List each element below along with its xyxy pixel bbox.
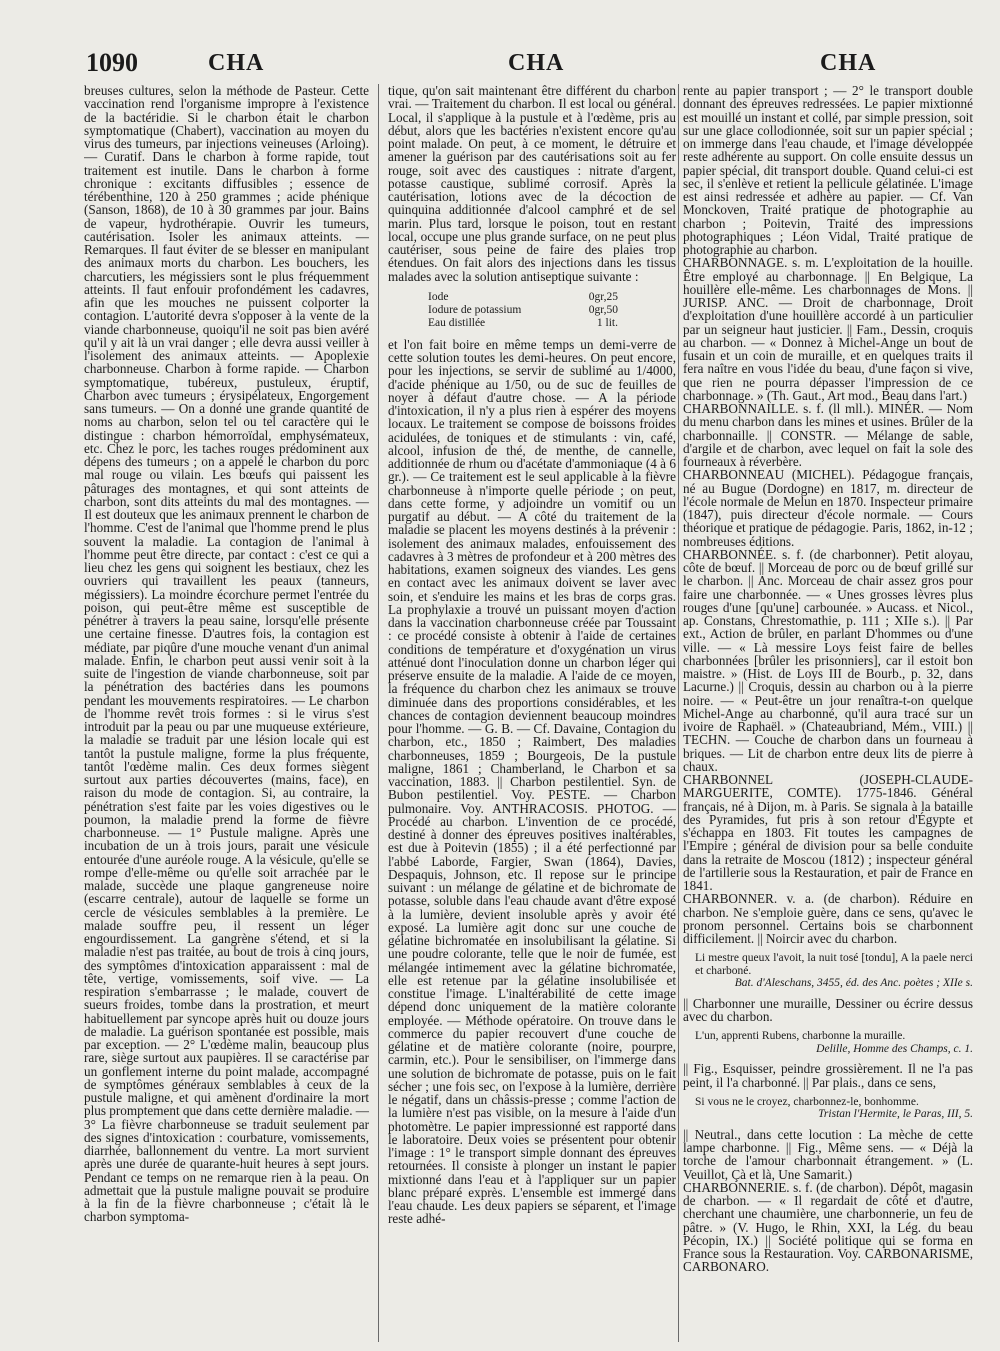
entry-charbonnee: CHARBONNÉE. s. f. (de charbonner). Petit aloyau, côte de bœuf. || Morceau de porc ou de bœuf grillé sur le charbon. || Anc. Morceau de chair assez gros pour faire une charbonnée. — « Unes grosses lèvres plus rouges d'une [qu'une] carbounée. » Aucass. et Nicol., ap. Constans, Chrestomathie, p. 111 ; XIIe s.). || Par ext., Action de brûler, en parlant D'hommes ou d'une ville. — « Là messire Loys feist faire de belles charbonnées [brûler les prisonniers], car il estoit bon maistre. » (Hist. de Loys III de Bourb., p. 32, dans Lacurne.) || Croquis, dessin au charbon ou à la pierre noire. — « Peut-être un jour renaîtra-t-on quelque Michel-Ange au charbonné, qu'il aura tracé sur un ivoire de Raphaël. » (Chateaubriand, Mém., VIII.) || TECHN. — Couche de charbon dans un fourneau à briques. — Lit de charbon entre deux lits de pierre à chaux. xyxy=(683,546,973,774)
column-divider-2 xyxy=(678,84,679,1342)
formula-name: Iode xyxy=(428,290,449,303)
middle-column-text-b: et l'on fait boire en même temps un demi-verre de cette solution toutes les demi-heures. On peut encore, pour les injections, se servir de sublimé au 1/4000, d'acide phénique au 1/50, ou de suc de feuilles de noyer à défaut d'autre chose. — A la période d'intoxication, il n'y a plus rien à espérer des moyens locaux. Le traitement se compose de boissons froides acidulées, de toniques et de stimulants : vin, café, alcool, infusion de thé, de menthe, de cannelle, additionnée de rhum ou d'acétate d'ammoniaque (4 à 6 gr.). — Ce traitement est le seul applicable à la fièvre charbonneuse à n'importe quelle période ; on peut, dans cette forme, y adjoindre un vomitif ou un purgatif au début. — A côté du traitement de la maladie se placent les moyens destinés à la prévenir : isolement des animaux malades, enfouissement des cadavres à 3 mètres de profondeur et à 200 mètres des habitations, examen soigneux des viandes. Les gens en contact avec les animaux doivent se laver avec soin, et s'enduire les mains et les bras de corps gras. La prophylaxie a trouvé un puissant moyen d'action dans la vaccination charbonneuse créée par Toussaint : ce procédé consiste à obtenir à l'aide de certaines conditions de température et d'oxygénation un virus atténué dont l'inoculation donne un charbon léger qui préserve ensuite de la maladie. A l'aide de ce moyen, la fréquence du charbon chez les animaux se trouve diminuée dans des proportions considérables, et les chances de contagion deviennent beaucoup moindres pour l'homme. — G. B. — Cf. Davaine, Contagion du charbon, etc., 1850 ; Raimbert, Des maladies charbonneuses, 1859 ; Bourgeois, De la pustule maligne, 1861 ; Chamberland, le Charbon et sa vaccination, 1883. || Charbon pestilentiel. Syn. de Bubon pestilentiel. Voy. PESTE. — Charbon pulmonaire. Voy. ANTHRACOSIS. PHOTOG. — Procédé au charbon. L'invention de ce procédé, destiné à donner des épreuves positives inaltérables, est due à Poitevin (1855) ; il a été perfectionné par l'abbé Laborde, Fargier, Swan (1864), Davies, Despaquis, Johnson, etc. Il repose sur le principe suivant : un mélange de gélatine et de bichromate de potasse, soluble dans l'eau chaude avant d'être exposé à la lumière, devient insoluble après y avoir été exposé. La lumière agit donc sur une couche de gélatine bichromatée en insolubilisant la gélatine. Si une poudre colorante, telle que le noir de fumée, est mélangée intimement avec la gélatine bichromatée, elle est retenue par la gélatine insolubilisée et constitue l'image. L'inaltérabilité de cette image dépend donc uniquement de la matière colorante employée. — Méthode opératoire. On trouve dans le commerce du papier recouvert d'une couche de gélatine et de matière colorante (noire, pourpre, carmin, etc.). Pour le sensibiliser, on l'immerge dans une solution de bichromate de potasse, puis on le fait sécher ; une fois sec, on l'expose à la lumière, derrière le négatif, dans un châssis-presse ; comme l'action de la lumière n'est pas visible, on la mesure à l'aide d'un photomètre. Le papier impressionné est rapporté dans le laboratoire. Deux voies se présentent pour obtenir l'image : 1° le transport simple donnant des épreuves retournées. Il consiste à plonger un instant le papier mixtionné dans l'eau et à l'appliquer sur un papier blanc préparé exprès. L'ensemble est immergé dans l'eau chaude. Les deux papiers se séparent, et l'image reste adhé- xyxy=(388,336,676,1227)
page-header xyxy=(86,48,970,80)
formula-row xyxy=(428,291,618,304)
column-middle xyxy=(388,84,676,1342)
entry-continuation: || Fig., Esquisser, peindre grossièrement. Il ne l'a pas peint, il l'a charbonné. || Par plais., dans ce sens, xyxy=(683,1061,973,1090)
formula-name: Eau distillée xyxy=(428,316,486,329)
formula-dose: 0gr,50 xyxy=(588,303,618,316)
quotation-source: Delille, Homme des Champs, c. 1. xyxy=(816,1042,973,1055)
quotation xyxy=(695,1096,973,1121)
quotation xyxy=(695,952,973,990)
column-divider-1 xyxy=(378,84,379,1342)
formula-table xyxy=(428,291,676,330)
column-left xyxy=(84,84,369,1342)
running-head-right: CHA xyxy=(820,50,877,76)
formula-row xyxy=(428,304,618,317)
quotation-text: Li mestre queux l'avoit, la nuit tosé [tondu], A la paele nerci et charboné. xyxy=(695,952,973,977)
quotation-source: Tristan l'Hermite, le Paras, III, 5. xyxy=(818,1108,973,1121)
left-column-text: breuses cultures, selon la méthode de Pasteur. Cette vaccination rend l'organisme impropre à l'existence de la bactéridie. Si le charbon était le charbon symptomatique (Chabert), vaccination au moyen du virus des tumeurs, par injections veineuses (Arloing). — Curatif. Dans le charbon à forme rapide, tout traitement est inutile. Dans le charbon à forme chronique : excitants diffusibles ; essence de térébenthine, 120 à 250 grammes ; acide phénique (Sanson, 1868), de 10 à 30 grammes par jour. Bains de vapeur, hydrothérapie. Ouvrir les tumeurs, cautérisation. Isoler les animaux atteints. — Remarques. Il faut éviter de se blesser en manipulant des animaux morts du charbon. Les bouchers, les charcutiers, les mégissiers sont le plus fréquemment atteints. Il faut enfouir profondément les cadavres, afin que les mouches ne puissent colporter la contagion. L'autorité devra s'opposer à la vente de la viande charbonneuse, quoiqu'il ne soit pas bien avéré qu'il y ait là un vrai danger ; elle devra aussi veiller à l'isolement des animaux atteints. — Apoplexie charbonneuse. Charbon à forme rapide. — Charbon symptomatique, tubéreux, pustuleux, éruptif, Charbon avec tumeurs ; érysipélateux, Engorgement sans tumeurs. — On a donné une grande quantité de noms au charbon, selon tel ou tel caractère qui le distingue : charbon hémorroïdal, emphysémateux, etc. Chez le porc, les taches rouges prédominent aux dépens des tumeurs ; on a appelé le charbon du porc mal rouge ou vilain. Les bœufs qui paissent les pâturages des montagnes, et qui sont atteints de charbon, sont dits atteints du mal des montagnes. — Il est douteux que les animaux prennent le charbon de l'homme. C'est de l'animal que l'homme prend le plus souvent la maladie. La contagion de l'animal à l'homme peut être directe, par contact : c'est ce qui a lieu chez les gens qui soignent les bestiaux, chez les ouvriers qui travaillent les peaux (tanneurs, mégissiers). La moindre écorchure permet l'entrée du poison, qui peut-être même est susceptible de pénétrer à travers la peau saine, lorsqu'elle présente une certaine finesse. D'autres fois, la contagion est médiate, par piqûre d'une mouche venant d'un animal malade. Enfin, le charbon peut aussi venir soit à la suite de l'ingestion de viande charbonneuse, soit par la pénétration des bactéries dans les poumons pendant les mouvements respiratoires. — Le charbon de l'homme revêt trois formes : si le virus s'est introduit par la peau ou par une muqueuse extérieure, la maladie se traduit par une lésion locale qui est tantôt la pustule maligne, forme la plus fréquente, tantôt l'œdème malin. Ces deux formes siègent surtout aux parties découvertes (mains, face), en raison du mode de contagion. Si, au contraire, la pénétration s'est faite par les voies digestives ou le poumon, la maladie prend la forme de fièvre charbonneuse. — 1° Pustule maligne. Après une incubation de un à trois jours, parait une vésicule entourée d'une auréole rouge. A la vésicule, qu'elle se rompe d'elle-même ou qu'elle soit arrachée par le malade, succède une plaque gangreneuse noire (escarre centrale), autour de laquelle se forme un cercle de vésicules semblables à la première. Le malade souffre peu, il ressent un léger engourdissement. La gangrène s'étend, et si la maladie n'est pas traitée, au bout de trois à cinq jours, des symptômes d'intoxication apparaissent : mal de tête, vertige, vomissements, soif vive. — La respiration s'embarrasse ; le malade, couvert de sueurs froides, tombe dans la prostration, et meurt habituellement par syncope après huit ou douze jours de maladie. La guérison spontanée est possible, mais par exception. — 2° L'œdème malin, beaucoup plus rare, siège surtout aux paupières. Il se caractérise par un gonflement interne du point malade, accompagné de symptômes généraux semblables à ceux de la pustule maligne, et qui amènent d'ordinaire la mort plus promptement que dans cette dernière maladie. — 3° La fièvre charbonneuse se traduit seulement par des signes d'intoxication : courbature, vomissements, diarrhée, ballonnement du ventre. La mort survient après une durée de quarante-huit heures à sept jours. Pendant ce temps on ne remarque rien à la peau. On admettait que la pustule maligne pouvait se produire à la fin de la fièvre charbonneuse ; c'était là le charbon symptoma- xyxy=(84,84,369,1225)
running-head-middle: CHA xyxy=(508,50,565,76)
formula-dose: 0gr,25 xyxy=(588,290,618,303)
quotation xyxy=(695,1030,973,1055)
entry-charbonnel: CHARBONNEL (JOSEPH-CLAUDE-MARGUERITE, COMTE). 1775-1846. Général français, né à Dijon, m. à Paris. Se signala à la bataille des Pyramides, fut pris à son retour d'Égypte et s'échappa en 1803. Fit toutes les campagnes de l'Empire ; général de division pour sa belle conduite dans la retraite de Moscou (1812) ; inspecteur général de l'artillerie sous la Restauration, et pair de France en 1841. xyxy=(683,772,973,893)
entry-charbonnage: CHARBONNAGE. s. m. L'exploitation de la houille. Être employé au charbonnage. || En Belgique, La houillère elle-même. Les charbonnages de Mons. || JURISP. ANC. — Droit de charbonnage, Droit d'exploitation d'une houillère accordé à un particulier par un seigneur haut justicier. || Fam., Dessin, croquis au charbon. — « Donnez à Michel-Ange un bout de fusain et un coin de muraille, et en quelques traits il fera naître en vous l'idée du beau, d'une façon si vive, que rien ne pourra dépasser l'impression de ce charbonnage. » (Th. Gaut., Art mod., Beau dans l'art.) xyxy=(683,255,973,403)
entry-charbonnaille: CHARBONNAILLE. s. f. (ll mll.). MINÉR. — Nom du menu charbon dans les mines et usines. Brûler de la charbonnaille. || CONSTR. — Mélange de sable, d'argile et de charbon, avec lequel on fait la sole des fourneaux à réverbère. xyxy=(683,401,973,469)
entry-charbonner: CHARBONNER. v. a. (de charbon). Réduire en charbon. Ne s'emploie guère, dans ce sens, qu'avec le pronom personnel. Certains bois se charbonnent difficilement. || Noircir avec du charbon. xyxy=(683,891,973,946)
entry-charbonnerie: CHARBONNERIE. s. f. (de charbon). Dépôt, magasin de charbon. — « Il regardait de côté et d'autre, cherchant une chaumière, une charbonnerie, un feu de pâtre. » (V. Hugo, le Rhin, XXI, la Lég. du beau Pécopin, IX.) || Société politique qui se forma en France sous la Restauration. Voy. CARBONARISME, CARBONARO. xyxy=(683,1179,973,1275)
quotation-text: L'un, apprenti Rubens, charbonne la muraille. xyxy=(695,1030,906,1043)
middle-column-text-a: tique, qu'on sait maintenant être différent du charbon vrai. — Traitement du charbon. Il est local ou général. Local, il s'applique à la pustule et à l'œdème, pris au début, alors que les bactéries n'existent encore qu'au point malade. On peut, à ce moment, le détruire et amener la guérison par des cautérisations soit au fer rouge, soit avec des caustiques : nitrate d'argent, potasse caustique, sublimé corrosif. Après la cautérisation, lotions avec de la décoction de quinquina additionnée d'alcool camphré et de sel marin. Plus tard, lorsque le poison, tout en restant local, occupe une plus grande surface, on ne peut plus cautériser, sous peine de faire des plaies trop étendues. On fait alors des injections dans les tissus malades avec la solution antiseptique suivante : xyxy=(388,84,676,284)
right-column-text-a: rente au papier transport ; — 2° le transport double donnant des épreuves redressées. Le papier mixtionné est mouillé un instant et collé, par simple pression, soit sur une glace collodionnée, soit sur un papier spécial ; on immerge dans l'eau chaude, et l'image développée reste adhérente au support. On colle ensuite dessus un papier spécial, dit transport double. Quand celui-ci est sec, il s'enlève et retient la pellicule gélatinée. L'image est ainsi redressée et adhère au papier. — Cf. Van Monckoven, Traité pratique de photographie au charbon ; Poitevin, Traité des impressions photographiques ; Léon Vidal, Traité pratique de photographie au charbon. xyxy=(683,84,973,257)
formula-name: Iodure de potassium xyxy=(428,303,522,316)
entry-continuation: || Neutral., dans cette locution : La mèche de cette lampe charbonne. || Fig., Même sens. — « Déjà la torche de l'amour charbonnait étrangement. » (L. Veuillot, Çà et là, Une Samarit.) xyxy=(683,1126,973,1182)
entry-continuation: || Charbonner une muraille, Dessiner ou écrire dessus avec du charbon. xyxy=(683,995,973,1024)
quotation-source: Bat. d'Aleschans, 3455, éd. des Anc. poètes ; XIIe s. xyxy=(734,977,973,990)
entry-charbonneau: CHARBONNEAU (MICHEL). Pédagogue français, né au Bugue (Dordogne) en 1817, m. directeur de l'école normale de Melun en 1870. Inspecteur primaire (1847), puis directeur d'école normale. — Cours théorique et pratique de pédagogie. Paris, 1862, in-12 ; nombreuses éditions. xyxy=(683,467,973,549)
formula-dose: 1 lit. xyxy=(596,316,618,329)
running-head-left: CHA xyxy=(208,50,265,76)
formula-row xyxy=(428,317,618,330)
column-right xyxy=(683,84,973,1342)
quotation-text: Si vous ne le croyez, charbonnez-le, bonhomme. xyxy=(695,1095,919,1108)
page-number: 1090 xyxy=(86,48,138,77)
